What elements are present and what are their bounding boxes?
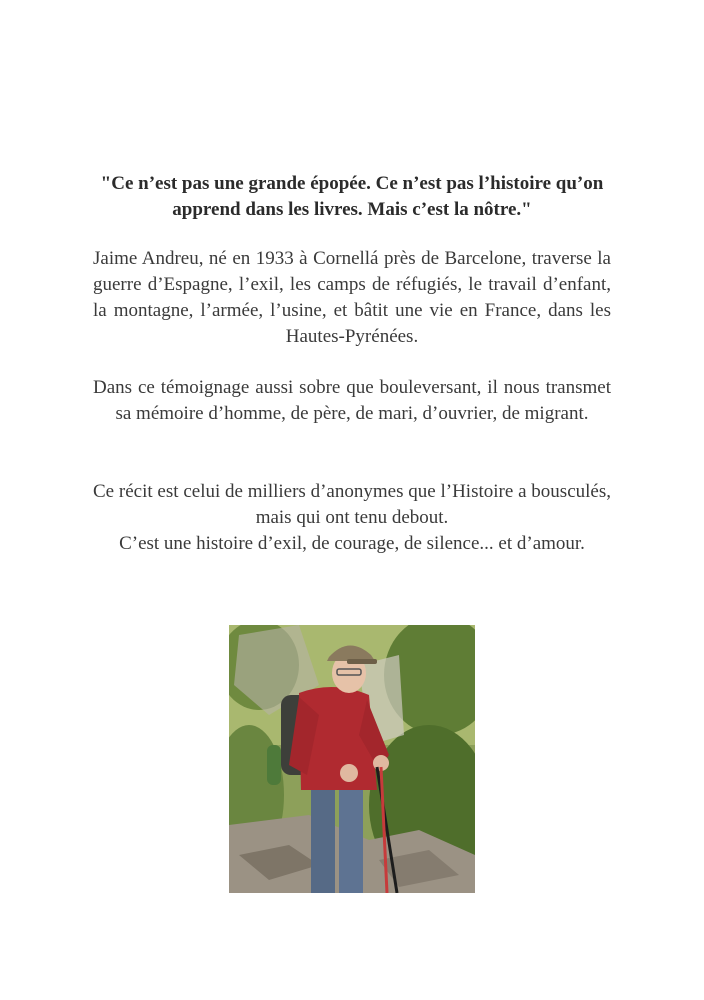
author-photo — [229, 625, 475, 893]
summary-paragraph-3 — [93, 479, 611, 557]
summary-paragraph-1: Jaime Andreu, né en 1933 à Cornellá près de Barcelone, traverse la guerre d’Espagne, l’exil, les camps de réfugiés, le travail d’enfant, la montagne, l’armée, l’usine, et bâtit une vie en France, dans les Hautes-Pyrénées. — [93, 248, 611, 347]
summary-paragraph-3-line-1: Ce récit est celui de milliers d’anonymes que l’Histoire a bousculés, mais qui ont tenu debout. — [93, 481, 611, 528]
hiker-illustration — [229, 625, 475, 893]
summary-paragraph-2: Dans ce témoignage aussi sobre que bouleversant, il nous transmet sa mémoire d’homme, de père, de mari, d’ouvrier, de migrant. — [93, 377, 611, 424]
cover-quote: "Ce n’est pas une grande épopée. Ce n’est pas l’histoire qu’on apprend dans les livres. Mais c’est la nôtre." — [100, 173, 604, 220]
summary-paragraph-3-line-2: C’est une histoire d’exil, de courage, de silence... et d’amour. — [119, 533, 585, 554]
